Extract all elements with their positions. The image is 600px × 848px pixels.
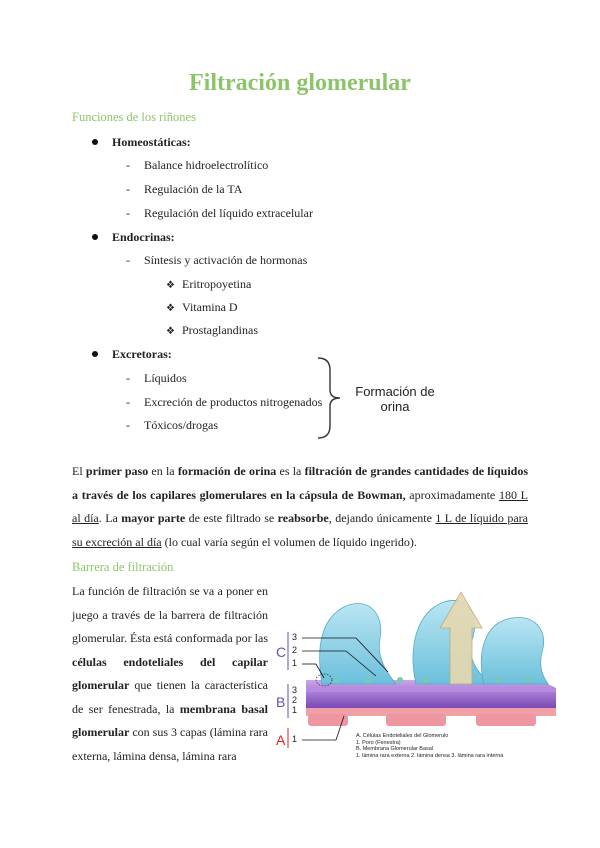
list-item: - Excreción de productos nitrogenados (126, 395, 323, 409)
glomerular-barrier-figure (276, 588, 556, 770)
list-item: - Líquidos (126, 371, 187, 385)
paragraph-barrier: La función de filtración se va a poner en juego a través de la barrera de filtración glomerular. Ésta está conformada por las células endoteliales del capilar glomerular que tienen la característica de ser fenestrada, la membrana basal glomerular con sus 3 capas (lámina rara externa, lámina densa, lámina rara (72, 584, 269, 763)
legend-line: B. Membrana Glomerular Basal (356, 746, 434, 752)
page-title: Filtración glomerular (189, 70, 411, 96)
list-item: - Regulación de la TA (126, 182, 243, 196)
figure-number: 1 (292, 705, 298, 715)
legend-line: 1. lámina rara externa 2. lámina densa 3. lámina rara interna (356, 752, 504, 759)
figure-letter-c: C (276, 644, 287, 660)
list-item-text: Regulación de la TA (144, 182, 243, 196)
legend-line: 1. Poro (Fenestra) (356, 739, 401, 746)
bullet-dot-icon (92, 351, 98, 357)
section-heading-kidney-functions: Funciones de los riñones (72, 110, 196, 124)
diamond-bullet-icon: ❖ (166, 303, 175, 314)
list-item-text: Vitamina D (182, 300, 238, 314)
bullet-homeostatic (92, 135, 191, 150)
list-item-text: Excreción de productos nitrogenados (144, 395, 323, 409)
figure-number: 2 (292, 645, 298, 655)
list-item: - Síntesis y activación de hormonas (126, 253, 308, 267)
list-item-text: Síntesis y activación de hormonas (144, 253, 308, 267)
list-item-text: Prostaglandinas (182, 323, 258, 337)
brace-label: Formación de orina (355, 384, 435, 414)
list-item-text: Eritropoyetina (182, 277, 252, 291)
figure-letter-a: A (276, 732, 286, 748)
figure-number: 1 (292, 734, 298, 744)
bullet-endocrine (92, 230, 175, 245)
bullet-label: Homeostáticas: (112, 135, 191, 149)
diamond-bullet-icon: ❖ (166, 326, 175, 337)
figure-number: 2 (292, 695, 298, 705)
bullet-dot-icon (92, 234, 98, 240)
right-brace-icon (316, 356, 346, 440)
list-item: - Regulación del líquido extracelular (126, 206, 313, 220)
list-item-text: Líquidos (144, 371, 187, 385)
bullet-excretory (92, 347, 172, 362)
list-item: - Balance hidroelectrolítico (126, 158, 269, 172)
figure-legend (356, 733, 556, 759)
paragraph-filtration: El primer paso en la formación de orina es la filtración de grandes cantidades de líquidos a través de los capilares glomerulares en la cápsula de Bowman, aproximadamente 180 L al día. La mayor parte de este filtrado se reabsorbe, dejando únicamente 1 L de líquido para su excreción al día (lo cual varía según el volumen de líquido ingerido). (72, 464, 529, 549)
sub-list-item (166, 323, 258, 338)
sub-list-item (166, 277, 251, 292)
list-item-text: Balance hidroelectrolítico (144, 158, 269, 172)
figure-number: 3 (292, 632, 298, 642)
bullet-label: Endocrinas: (112, 230, 175, 244)
list-item-text: Regulación del líquido extracelular (144, 206, 313, 220)
diamond-bullet-icon: ❖ (166, 280, 175, 291)
bullet-dot-icon (92, 139, 98, 145)
figure-number: 1 (292, 658, 298, 668)
figure-number: 3 (292, 685, 298, 695)
figure-letter-b: B (276, 694, 286, 710)
list-item: - Tóxicos/drogas (126, 418, 218, 432)
sub-list-item (166, 300, 238, 315)
legend-line: A. Células Endoteliales del Glomerulo (356, 733, 449, 739)
section-heading-filtration-barrier: Barrera de filtración (72, 560, 174, 574)
bullet-label: Excretoras: (112, 347, 172, 361)
list-item-text: Tóxicos/drogas (144, 418, 218, 432)
